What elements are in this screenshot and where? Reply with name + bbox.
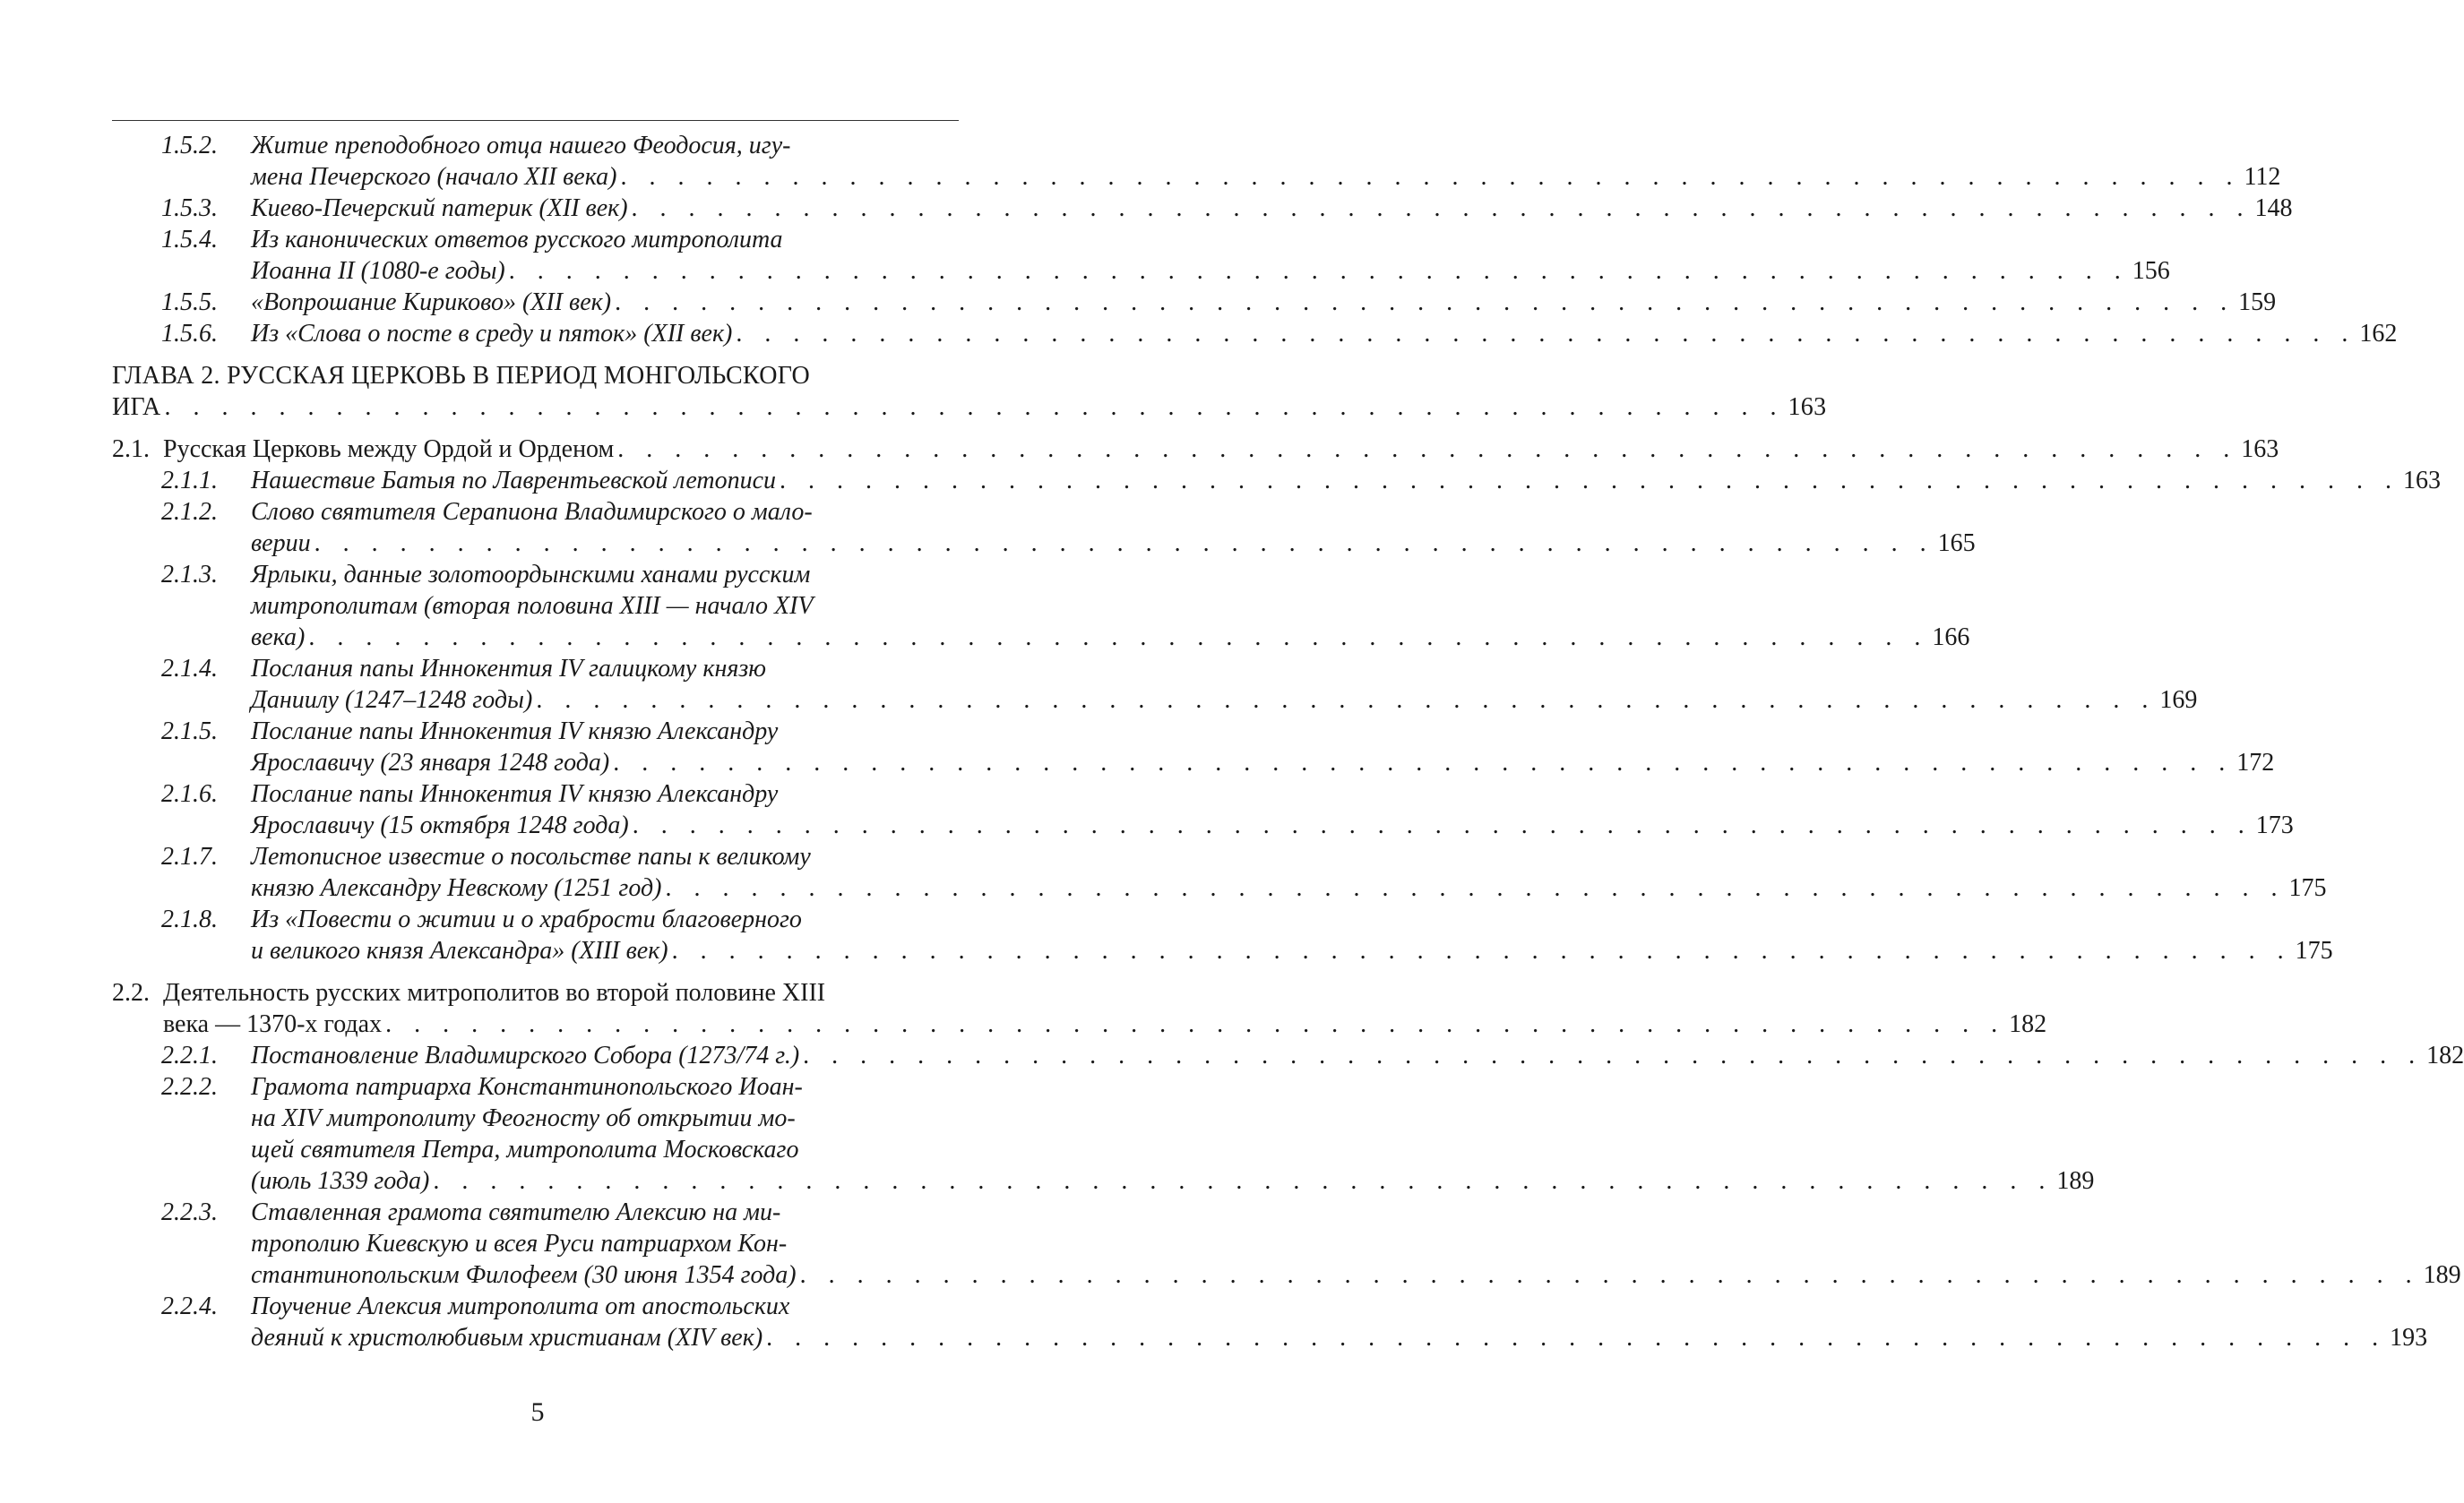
toc-subsection-entry[interactable] [112,1040,2464,1071]
entry-title-line: ИГА [112,393,161,421]
entry-page-number: 182 [2426,1042,2464,1069]
entry-last-line [251,622,1970,653]
entry-title-line: Из канонических ответов русского митрополита [251,226,783,253]
entry-last-line [251,287,2277,318]
toc-subsection-entry[interactable] [112,318,2398,349]
entry-title-line: Ярославичу (23 января 1248 года) [251,749,610,777]
toc-subsection-entry[interactable] [112,841,2327,904]
entry-page-number: 163 [2403,467,2442,494]
entry-number: 2.1.1. [161,467,218,494]
entry-number: 2.1.5. [161,717,218,745]
entry-title-line: века — 1370-х годах [163,1010,383,1038]
entry-number: 2.2.3. [161,1198,218,1226]
entry-title-line: деяний к христолюбивым христианам (XIV век) [251,1324,763,1352]
entry-title [251,559,1970,653]
entry-title-line: митрополитам (вторая половина XIII — начало XIV [251,592,814,620]
entry-title [163,977,2047,1040]
entry-title-line: века) [251,623,306,651]
entry-title-line: мена Печерского (начало XII века) [251,163,617,191]
entry-title [251,130,2281,193]
entry-title [251,1040,2464,1071]
entry-title [251,904,2333,966]
entry-title [251,1071,2095,1197]
entry-title-line: Послания папы Иннокентия IV галицкому князю [251,655,767,683]
entry-number: 2.1. [112,435,150,463]
entry-last-line [251,1040,2464,1071]
dot-leader: . . . . . . . . . . . . . . . . . . . . . . . . . . . . . . . . . . . . . . . . . . . . . . . . . . . . . . . . . [308,623,1929,651]
entry-title-line: трополию Киевскую и всея Руси патриархом Кон- [251,1230,788,1258]
entry-title-line: Послание папы Иннокентия IV князю Александру [251,717,779,745]
toc-subsection-entry[interactable] [112,1291,2428,1353]
entry-page-number: 169 [2159,686,2198,714]
entry-page-number: 159 [2238,288,2277,316]
dot-leader: . . . . . . . . . . . . . . . . . . . . . . . . . . . . . . . . . . . . . . . . . . . . . . . . . . . . . . . . . [615,288,2236,316]
entry-title-line: Деятельность русских митрополитов во второй половине XIII [163,979,826,1007]
entry-page-number: 156 [2132,257,2170,285]
dot-leader: . . . . . . . . . . . . . . . . . . . . . . . . . . . . . . . . . . . . . . . . . . . . . . . . . . . . . . . . . [508,257,2129,285]
entry-page-number: 189 [2423,1261,2461,1289]
entry-last-line [251,747,2275,778]
entry-title [251,778,2294,841]
entry-title-line: Летописное известие о посольстве папы к великому [251,843,811,871]
entry-title-line: Из «Слова о посте в среду и пяток» (XII век) [251,320,733,348]
dot-leader: . . . . . . . . . . . . . . . . . . . . . . . . . . . . . . . . . . . . . . . . . . . . . . . . . . . . . . . . . [164,393,1785,421]
toc-subsection-entry[interactable] [112,130,2281,193]
dot-leader: . . . . . . . . . . . . . . . . . . . . . . . . . . . . . . . . . . . . . . . . . . . . . . . . . . . . . . . . . [631,194,2252,222]
entry-last-line [251,465,2442,496]
entry-title-line: и великого князя Александра» (XIII век) [251,937,668,965]
entry-last-line [251,872,2327,904]
entry-last-line [251,318,2398,349]
entry-number: 1.5.3. [161,194,218,222]
entry-title-line: Даниилу (1247–1248 годы) [251,686,533,714]
entry-last-line [251,1322,2428,1353]
entry-title-line: (июль 1339 года) [251,1167,430,1195]
entry-title [251,1197,2461,1291]
dot-leader: . . . . . . . . . . . . . . . . . . . . . . . . . . . . . . . . . . . . . . . . . . . . . . . . . . . . . . . . . [632,812,2253,839]
dot-leader: . . . . . . . . . . . . . . . . . . . . . . . . . . . . . . . . . . . . . . . . . . . . . . . . . . . . . . . . . [766,1324,2387,1352]
toc-subsection-entry[interactable] [112,287,2277,318]
entry-page-number: 175 [2295,937,2333,965]
entry-title [251,224,2170,287]
entry-last-line [251,810,2294,841]
entry-number: 1.5.2. [161,132,218,159]
entry-last-line [251,1165,2095,1197]
toc-subsection-entry[interactable] [112,904,2333,966]
dot-leader: . . . . . . . . . . . . . . . . . . . . . . . . . . . . . . . . . . . . . . . . . . . . . . . . . . . . . . . . . [433,1167,2054,1195]
entry-page-number: 166 [1932,623,1970,651]
entry-title [251,841,2327,904]
dot-leader: . . . . . . . . . . . . . . . . . . . . . . . . . . . . . . . . . . . . . . . . . . . . . . . . . . . . . . . . . [671,937,2292,965]
entry-title-line: Постановление Владимирского Собора (1273/74 г.) [251,1042,800,1069]
entry-title-line: «Вопрошание Кириково» (XII век) [251,288,612,316]
entry-number: 2.1.6. [161,780,218,808]
toc-subsection-entry[interactable] [112,778,2294,841]
entry-number: 2.2. [112,979,150,1007]
section-gap [112,966,959,977]
entry-page-number: 193 [2390,1324,2428,1352]
section-gap [112,423,959,434]
toc-subsection-entry[interactable] [112,193,2293,224]
entry-page-number: 162 [2359,320,2398,348]
entry-number: 1.5.6. [161,320,218,348]
entry-number: 1.5.4. [161,226,218,253]
entry-page-number: 163 [1788,393,1827,421]
dot-leader: . . . . . . . . . . . . . . . . . . . . . . . . . . . . . . . . . . . . . . . . . . . . . . . . . . . . . . . . . [536,686,2157,714]
entry-title-line: Ставленная грамота святителю Алексию на ми- [251,1198,781,1226]
toc-subsection-entry[interactable] [112,716,2275,778]
entry-title-line: Иоанна II (1080-е годы) [251,257,505,285]
entry-number: 2.2.2. [161,1073,218,1101]
dot-leader: . . . . . . . . . . . . . . . . . . . . . . . . . . . . . . . . . . . . . . . . . . . . . . . . . . . . . . . . . [314,529,1934,557]
entry-title-line: Из «Повести о житии и о храбрости благоверного [251,906,802,933]
entry-title-line: Слово святителя Серапиона Владимирского о мало- [251,498,813,526]
entry-title-line: щей святителя Петра, митрополита Московскаго [251,1136,799,1164]
entry-title [251,496,1976,559]
toc-subsection-entry[interactable] [112,465,2442,496]
entry-last-line [112,391,1827,423]
dot-leader: . . . . . . . . . . . . . . . . . . . . . . . . . . . . . . . . . . . . . . . . . . . . . . . . . . . . . . . . . [803,1042,2424,1069]
entry-title [251,318,2398,349]
entry-title-line: Ярлыки, данные золотоордынскими ханами русским [251,561,811,588]
dot-leader: . . . . . . . . . . . . . . . . . . . . . . . . . . . . . . . . . . . . . . . . . . . . . . . . . . . . . . . . . [385,1010,2006,1038]
entry-title [251,653,2198,716]
toc-subsection-entry[interactable] [112,224,2170,287]
entry-number: 2.1.3. [161,561,218,588]
entry-page-number: 189 [2056,1167,2095,1195]
entry-title-line: стантинопольским Филофеем (30 июня 1354 года) [251,1261,797,1289]
toc-section-entry[interactable] [112,977,2047,1040]
entry-title-line: ГЛАВА 2. РУССКАЯ ЦЕРКОВЬ В ПЕРИОД МОНГОЛЬСКОГО [112,362,811,390]
entry-last-line [251,1259,2461,1291]
entry-number: 2.2.1. [161,1042,218,1069]
dot-leader: . . . . . . . . . . . . . . . . . . . . . . . . . . . . . . . . . . . . . . . . . . . . . . . . . . . . . . . . . [665,874,2286,902]
toc-subsection-entry[interactable] [112,496,1976,559]
dot-leader: . . . . . . . . . . . . . . . . . . . . . . . . . . . . . . . . . . . . . . . . . . . . . . . . . . . . . . . . . [780,467,2400,494]
entry-title-line: Поучение Алексия митрополита от апостольских [251,1293,790,1320]
entry-title-line: Житие преподобного отца нашего Феодосия, игу- [251,132,791,159]
entry-title-line: верии [251,529,311,557]
page-number: 5 [530,1397,545,1427]
entry-page-number: 112 [2244,163,2281,191]
entry-title-line: на XIV митрополиту Феогносту об открытии мо- [251,1104,796,1132]
dot-leader: . . . . . . . . . . . . . . . . . . . . . . . . . . . . . . . . . . . . . . . . . . . . . . . . . . . . . . . . . [613,749,2234,777]
entry-number: 2.1.4. [161,655,218,683]
entry-page-number: 163 [2241,435,2279,463]
entry-last-line [163,434,2279,465]
toc-subsection-entry[interactable] [112,653,2198,716]
entry-title-line: Ярославичу (15 октября 1248 года) [251,812,629,839]
entry-number: 2.1.2. [161,498,218,526]
entry-page-number: 172 [2236,749,2275,777]
entry-title-line: Грамота патриарха Константинопольского Иоан- [251,1073,803,1101]
entry-title [112,360,1827,423]
entry-last-line [251,193,2293,224]
dot-leader: . . . . . . . . . . . . . . . . . . . . . . . . . . . . . . . . . . . . . . . . . . . . . . . . . . . . . . . . . [617,435,2238,463]
entry-title [251,287,2277,318]
entry-title-line: Нашествие Батыя по Лаврентьевской летописи [251,467,777,494]
dot-leader: . . . . . . . . . . . . . . . . . . . . . . . . . . . . . . . . . . . . . . . . . . . . . . . . . . . . . . . . . [620,163,2241,191]
entry-last-line [163,1009,2047,1040]
entry-last-line [251,935,2333,966]
toc-subsection-entry[interactable] [112,559,1970,653]
entry-number: 1.5.5. [161,288,218,316]
table-of-contents [112,130,2464,1353]
entry-last-line [251,255,2170,287]
toc-subsection-entry[interactable] [112,1071,2095,1197]
entry-page-number: 173 [2255,812,2294,839]
dot-leader: . . . . . . . . . . . . . . . . . . . . . . . . . . . . . . . . . . . . . . . . . . . . . . . . . . . . . . . . . [736,320,2356,348]
entry-number: 2.2.4. [161,1293,218,1320]
entry-title [251,1291,2428,1353]
entry-title-line: Киево-Печерский патерик (XII век) [251,194,628,222]
entry-number: 2.1.8. [161,906,218,933]
toc-subsection-entry[interactable] [112,1197,2461,1291]
entry-title [251,193,2293,224]
dot-leader: . . . . . . . . . . . . . . . . . . . . . . . . . . . . . . . . . . . . . . . . . . . . . . . . . . . . . . . . . [799,1261,2420,1289]
entry-title [251,716,2275,778]
entry-title [163,434,2279,465]
entry-title-line: Послание папы Иннокентия IV князю Александру [251,780,779,808]
entry-title-line: князю Александру Невскому (1251 год) [251,874,662,902]
toc-section-entry[interactable] [112,434,2279,465]
entry-last-line [251,528,1976,559]
entry-title [251,465,2442,496]
entry-page-number: 165 [1937,529,1976,557]
entry-page-number: 148 [2254,194,2293,222]
entry-last-line [251,161,2281,193]
entry-number: 2.1.7. [161,843,218,871]
entry-last-line [251,684,2198,716]
entry-title-line: Русская Церковь между Ордой и Орденом [163,435,615,463]
toc-chapter-entry[interactable] [112,360,1827,423]
section-gap [112,349,959,360]
entry-page-number: 182 [2009,1010,2047,1038]
entry-page-number: 175 [2288,874,2327,902]
header-rule [112,120,959,121]
